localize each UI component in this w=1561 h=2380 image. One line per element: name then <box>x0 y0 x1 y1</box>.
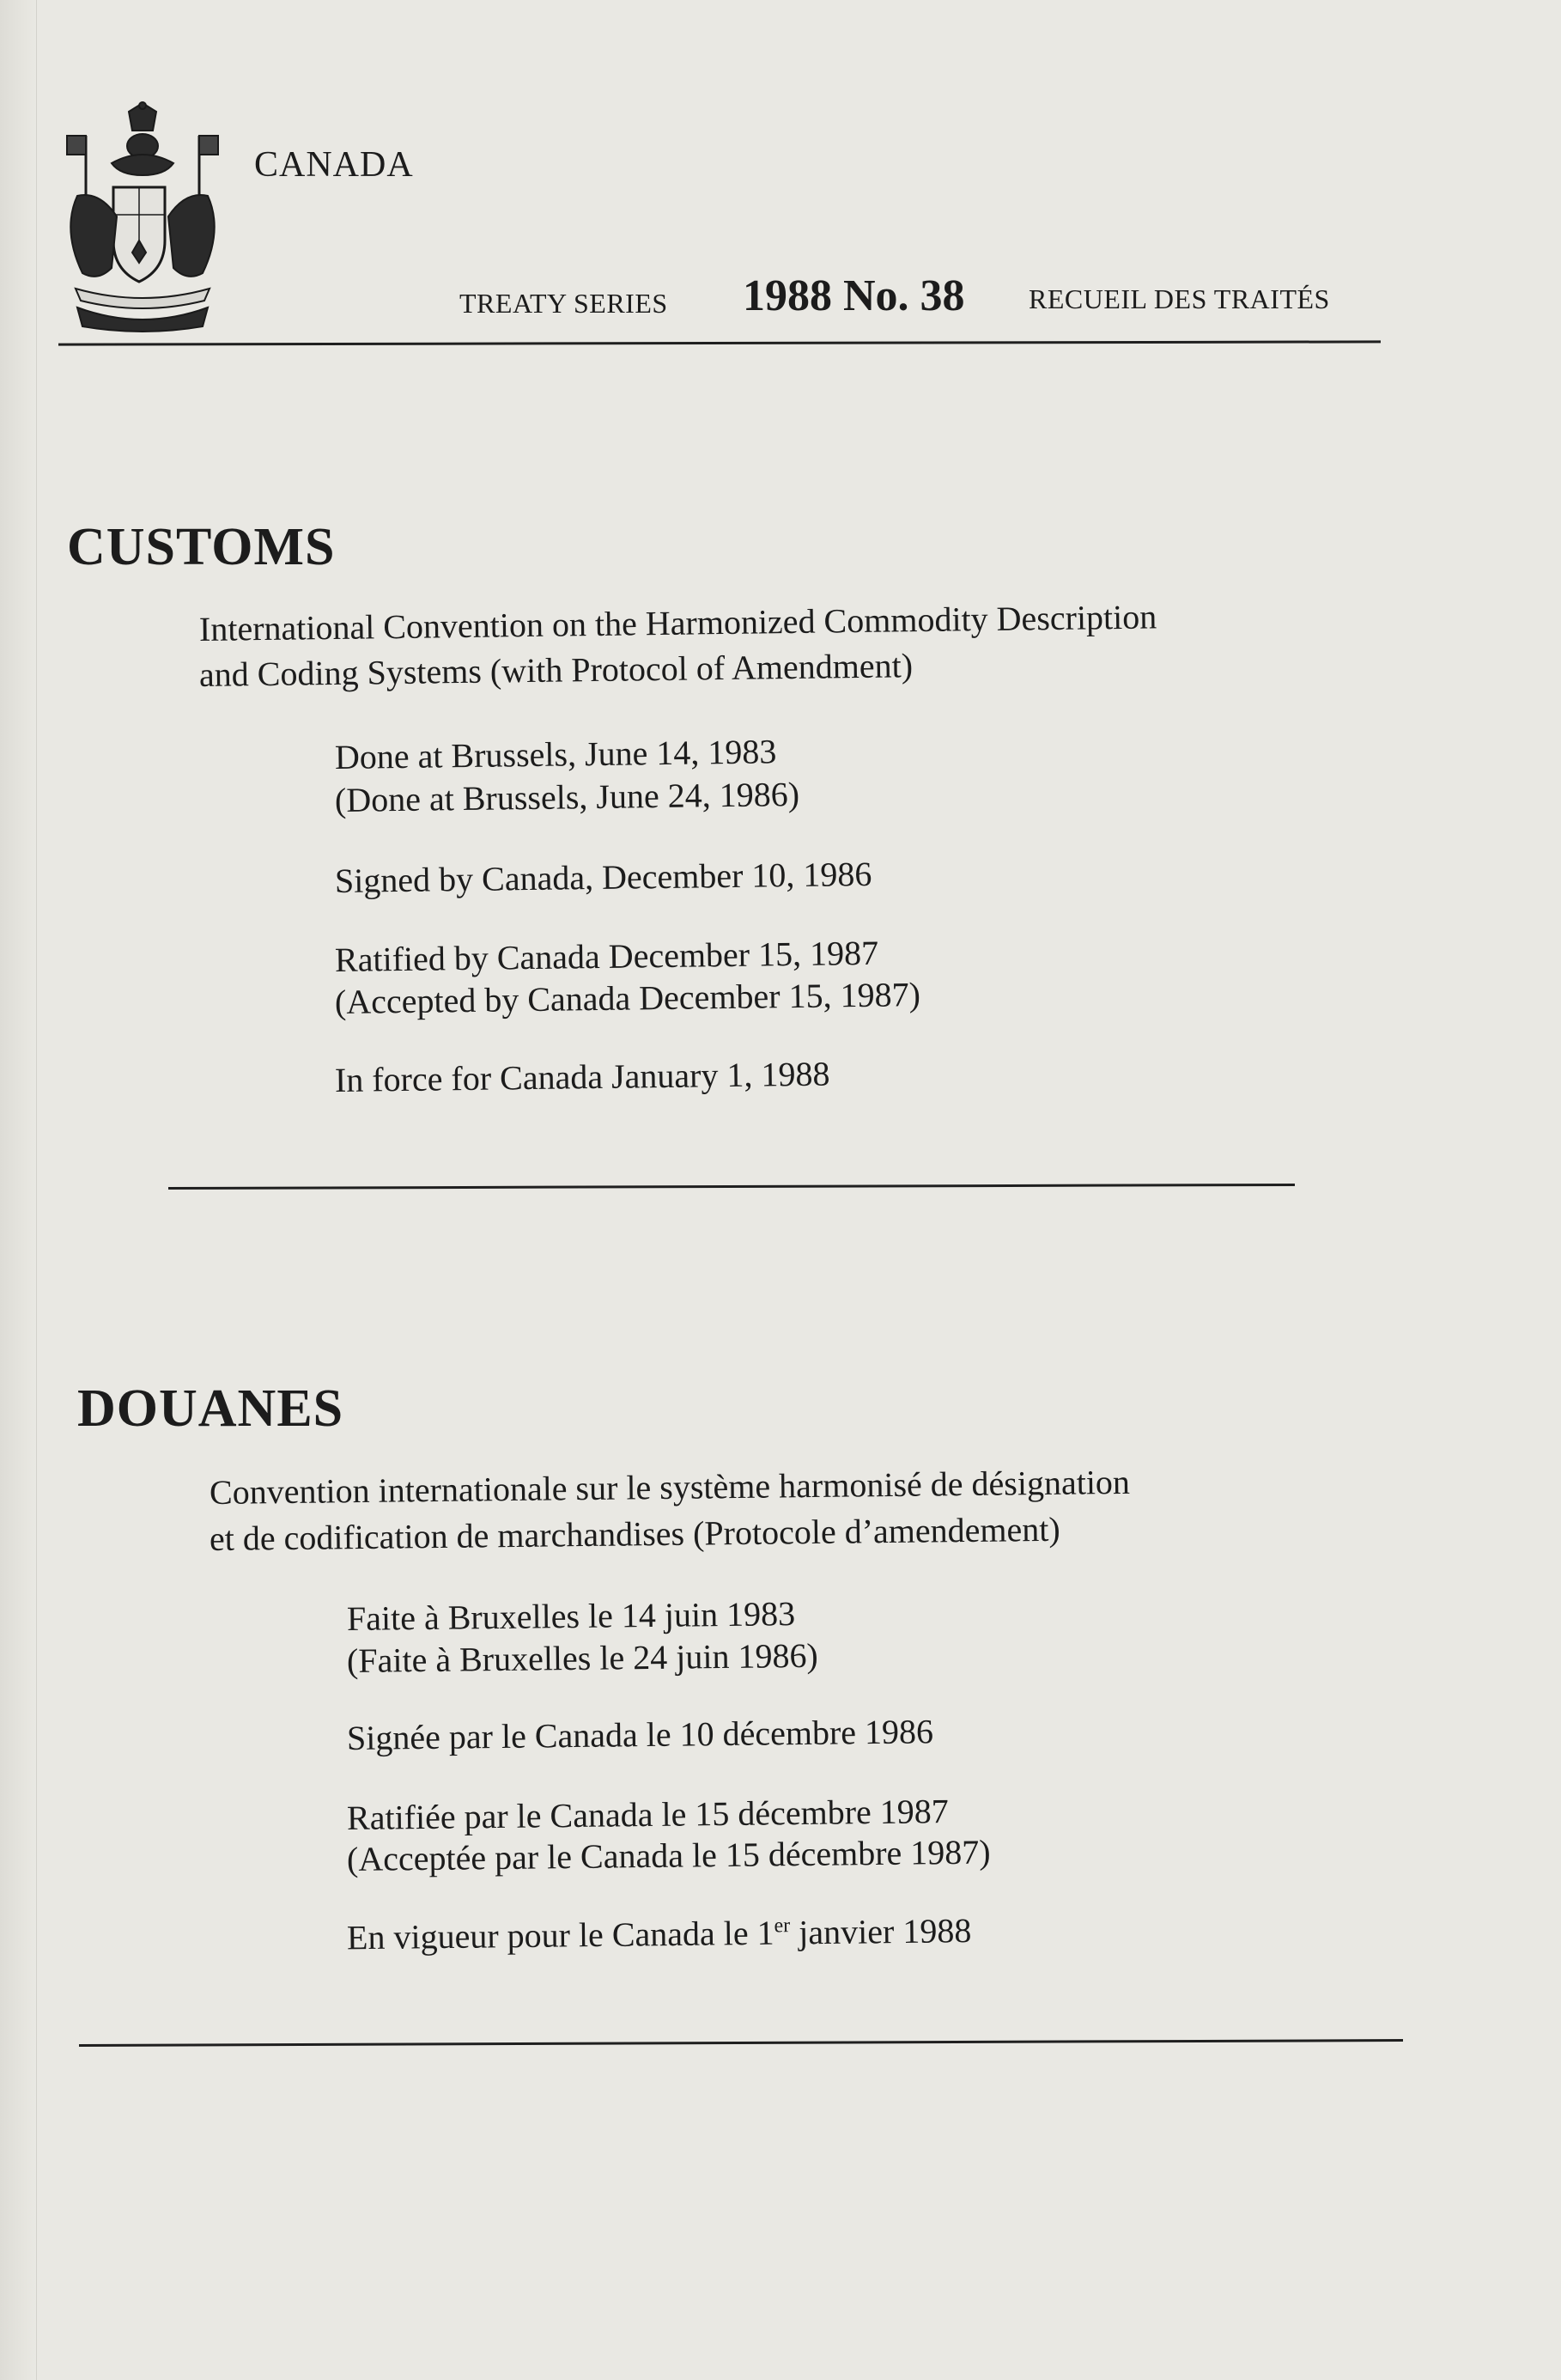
page-spine-shadow <box>0 0 37 2380</box>
in-force-fr-date: janvier 1988 <box>789 1911 972 1952</box>
title-en-line-2: and Coding Systems (with Protocol of Amendment) <box>198 646 914 694</box>
heading-douanes: DOUANES <box>77 1379 344 1438</box>
ratified-fr-line-2: (Acceptée par le Canada le 15 décembre 1987) <box>346 1832 991 1878</box>
in-force-fr-main: En vigueur pour le Canada le 1 <box>346 1913 774 1957</box>
series-number: 1988 No. 38 <box>743 271 965 320</box>
country-name: CANADA <box>254 145 414 185</box>
heading-customs: CUSTOMS <box>67 518 336 576</box>
done-en-line-1: Done at Brussels, June 14, 1983 <box>334 732 777 776</box>
ratified-en-line-2: (Accepted by Canada December 15, 1987) <box>334 975 921 1021</box>
coat-of-arms-icon <box>60 101 225 333</box>
signed-en: Signed by Canada, December 10, 1986 <box>334 854 872 900</box>
title-en-line-1: International Convention on the Harmonized Commodity Description <box>198 597 1157 648</box>
ratified-fr-line-1: Ratifiée par le Canada le 15 décembre 1987 <box>346 1792 950 1837</box>
done-fr-line-2: (Faite à Bruxelles le 24 juin 1986) <box>346 1635 818 1680</box>
treaty-series-label: TREATY SERIES <box>459 288 668 319</box>
section-divider <box>168 1184 1295 1190</box>
in-force-fr-superscript: er <box>774 1914 791 1938</box>
done-fr-line-1: Faite à Bruxelles le 14 juin 1983 <box>346 1594 796 1638</box>
title-fr-line-2: et de codification de marchandises (Protocole d’amendement) <box>209 1509 1060 1558</box>
footer-divider <box>79 2039 1403 2047</box>
done-en-line-2: (Done at Brussels, June 24, 1986) <box>334 774 800 819</box>
in-force-fr <box>346 1911 972 1957</box>
header-divider <box>58 340 1381 345</box>
ratified-en-line-1: Ratified by Canada December 15, 1987 <box>334 933 879 979</box>
title-fr-line-1: Convention internationale sur le système harmonisé de désignation <box>209 1462 1131 1512</box>
signed-fr: Signée par le Canada le 10 décembre 1986 <box>346 1712 934 1757</box>
in-force-en: In force for Canada January 1, 1988 <box>334 1054 830 1099</box>
recueil-label: RECUEIL DES TRAITÉS <box>1029 283 1330 314</box>
